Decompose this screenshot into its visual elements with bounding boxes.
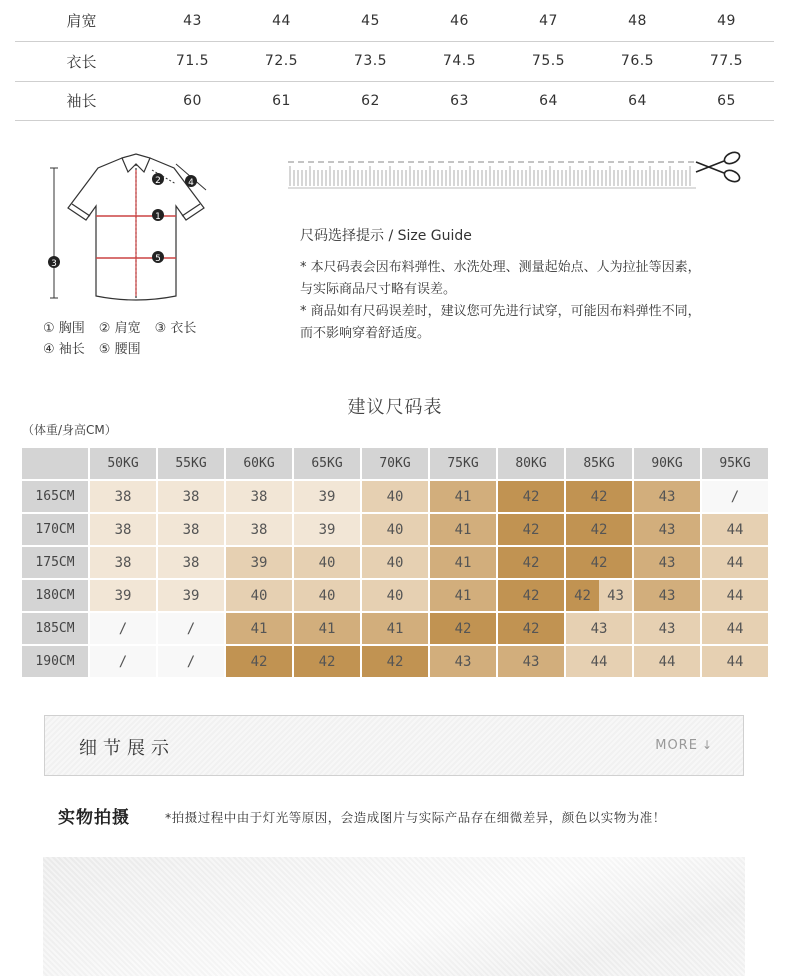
measure-cell: 47 (539, 12, 558, 29)
size-guide (300, 225, 760, 345)
measure-cell: 45 (361, 12, 380, 29)
table-row (22, 481, 768, 512)
size-cell: 41 (362, 613, 428, 644)
shirt-diagram (40, 150, 250, 310)
size-cell: 39 (158, 580, 224, 611)
size-cell: 42 (430, 613, 496, 644)
size-cell: 41 (430, 547, 496, 578)
size-cell: 38 (158, 514, 224, 545)
size-cell: 42 (498, 613, 564, 644)
table-row (22, 514, 768, 545)
arrow-down-icon: ↓ (701, 738, 713, 752)
size-cell: 38 (158, 481, 224, 512)
weight-header: 50KG (90, 448, 156, 479)
svg-text:1: 1 (155, 212, 161, 222)
height-header: 170CM (22, 514, 88, 545)
size-cell: 44 (702, 580, 768, 611)
size-cell: 43 (634, 613, 700, 644)
size-cell: / (90, 613, 156, 644)
measure-cell: 48 (628, 12, 647, 29)
weight-header: 80KG (498, 448, 564, 479)
size-cell: 42 (498, 481, 564, 512)
size-cell: 43 (634, 547, 700, 578)
size-cell: 42 (498, 547, 564, 578)
measure-cell: 43 (183, 12, 202, 29)
measure-cell: 63 (450, 92, 469, 109)
measurement-table (15, 0, 774, 121)
size-cell: 43 (634, 481, 700, 512)
more-link[interactable] (655, 738, 713, 753)
size-cell: 41 (430, 580, 496, 611)
legend-item: ④ 袖长 (43, 342, 85, 357)
size-cell: 43 (634, 580, 700, 611)
measure-cell: 76.5 (620, 53, 655, 70)
diagram-legend (43, 318, 196, 360)
size-cell: 44 (702, 646, 768, 677)
size-guide-line: 与实际商品尺寸略有误差。 (300, 282, 457, 297)
detail-banner (44, 715, 744, 776)
measure-row-label: 肩宽 (66, 12, 97, 30)
size-guide-line: * 商品如有尺码误差时，建议您可先进行试穿，可能因布料弹性不同， (300, 304, 701, 319)
size-cell: 42 (566, 514, 632, 545)
size-cell: 39 (90, 580, 156, 611)
table-corner (22, 448, 88, 479)
size-cell: 43 (498, 646, 564, 677)
weight-header: 55KG (158, 448, 224, 479)
size-cell: 44 (702, 613, 768, 644)
size-guide-title: 尺码选择提示 / Size Guide (300, 228, 472, 244)
photo-heading: 实物拍摄 (58, 808, 130, 828)
weight-header: 85KG (566, 448, 632, 479)
size-cell: 38 (158, 547, 224, 578)
marker-3 (48, 256, 60, 269)
measure-cell: 61 (272, 92, 291, 109)
legend-item: ① 胸围 (43, 321, 85, 336)
legend-item: ⑤ 腰围 (98, 342, 141, 357)
size-cell: 40 (362, 481, 428, 512)
size-cell: 44 (566, 646, 632, 677)
svg-text:4: 4 (188, 178, 194, 188)
measure-cell: 49 (717, 12, 736, 29)
recommend-title: 建议尺码表 (347, 397, 443, 418)
height-header: 180CM (22, 580, 88, 611)
size-cell: 38 (90, 514, 156, 545)
size-cell: 43 (566, 613, 632, 644)
size-cell: 43 (634, 514, 700, 545)
weight-header: 60KG (226, 448, 292, 479)
measure-cell: 75.5 (531, 53, 566, 70)
size-cell: 40 (362, 514, 428, 545)
marker-2 (152, 173, 164, 186)
size-cell: 44 (634, 646, 700, 677)
size-cell: 39 (294, 514, 360, 545)
size-cell: / (158, 646, 224, 677)
fabric-photo (43, 857, 745, 976)
size-cell: 42 (566, 481, 632, 512)
table-row (22, 580, 768, 611)
measure-cell: 46 (450, 12, 469, 29)
size-cell: 39 (294, 481, 360, 512)
measure-cell: 73.5 (353, 53, 388, 70)
size-cell: 41 (294, 613, 360, 644)
table-row (22, 646, 768, 677)
size-cell: 38 (226, 481, 292, 512)
weight-header: 90KG (634, 448, 700, 479)
size-cell: 38 (226, 514, 292, 545)
size-cell: 43 (430, 646, 496, 677)
measure-row (15, 0, 774, 42)
weight-header: 65KG (294, 448, 360, 479)
size-cell: 44 (702, 514, 768, 545)
size-cell: 42 (294, 646, 360, 677)
weight-header: 75KG (430, 448, 496, 479)
weight-header: 95KG (702, 448, 768, 479)
size-cell: 41 (430, 514, 496, 545)
size-cell: 39 (226, 547, 292, 578)
size-cell: 44 (702, 547, 768, 578)
weight-header: 70KG (362, 448, 428, 479)
measure-cell: 72.5 (264, 53, 299, 70)
size-cell: / (158, 613, 224, 644)
measure-cell: 60 (183, 92, 202, 109)
size-cell: 42 (362, 646, 428, 677)
marker-5 (152, 251, 164, 264)
size-cell-part: 43 (599, 580, 632, 611)
height-header: 165CM (22, 481, 88, 512)
measure-row (15, 42, 774, 82)
table-row (22, 547, 768, 578)
size-cell: 41 (226, 613, 292, 644)
legend-item: ② 肩宽 (98, 321, 141, 336)
recommend-unit: （体重/身高CM） (22, 423, 117, 437)
measure-cell: 71.5 (175, 53, 210, 70)
measure-row-label: 袖长 (66, 92, 97, 111)
size-cell: / (90, 646, 156, 677)
svg-text:2: 2 (155, 176, 161, 186)
measure-cell: 77.5 (709, 53, 744, 70)
size-cell: 42 (566, 547, 632, 578)
size-cell: 41 (430, 481, 496, 512)
measure-cell: 64 (539, 92, 558, 109)
svg-text:3: 3 (51, 259, 57, 269)
height-header: 190CM (22, 646, 88, 677)
size-cell: / (702, 481, 768, 512)
measure-cell: 64 (628, 92, 647, 109)
size-cell: 42 (226, 646, 292, 677)
svg-text:5: 5 (155, 254, 161, 264)
size-cell: 38 (90, 547, 156, 578)
size-cell: 42 (498, 580, 564, 611)
photo-note: *拍摄过程中由于灯光等原因，会造成图片与实际产品存在细微差异，颜色以实物为准！ (165, 810, 666, 825)
measure-cell: 44 (272, 12, 291, 29)
size-cell: 42 (498, 514, 564, 545)
size-cell: 40 (226, 580, 292, 611)
size-cell: 40 (362, 580, 428, 611)
size-cell: 40 (294, 580, 360, 611)
measure-row (15, 82, 774, 122)
height-header: 175CM (22, 547, 88, 578)
legend-item: ③ 衣长 (154, 321, 197, 336)
marker-1 (152, 209, 164, 222)
size-cell-part: 42 (566, 580, 599, 611)
recommend-size-table (20, 446, 770, 679)
ruler-scissors-icon (286, 148, 748, 196)
size-guide-line: * 本尺码表会因布料弹性、水洗处理、测量起始点、人为拉扯等因素， (300, 260, 701, 275)
measure-cell: 65 (717, 92, 736, 109)
size-cell: 38 (90, 481, 156, 512)
measure-row-label: 衣长 (66, 52, 97, 71)
more-label: MORE (655, 738, 698, 753)
detail-banner-title: 细节展示 (79, 738, 175, 759)
measure-cell: 62 (361, 92, 380, 109)
height-header: 185CM (22, 613, 88, 644)
size-cell (566, 580, 632, 611)
size-cell: 40 (294, 547, 360, 578)
table-row (22, 613, 768, 644)
measure-cell: 74.5 (442, 53, 477, 70)
size-cell: 40 (362, 547, 428, 578)
size-guide-line: 而不影响穿着舒适度。 (300, 326, 431, 341)
